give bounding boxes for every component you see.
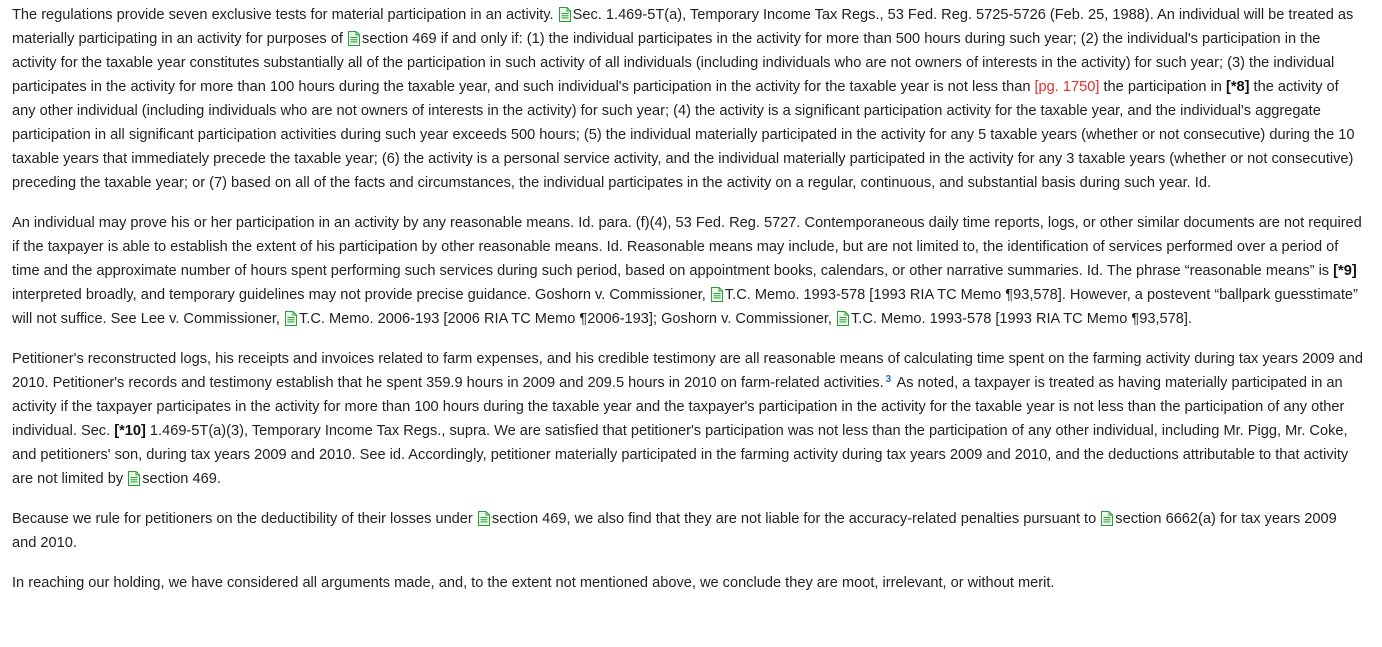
text: 1.469-5T(a)(3), Temporary Income Tax Regs., supra. We are satisfied that petitioner's participation was not less than the participation of any other individual, including Mr. Pigg, Mr. Coke, and petitioners' son, during tax years 2009 and 2010. See id. Accordingly, petitioner materially participated in the farming activity during tax years 2009 and 2010, and the deductions attributable to that activity are not limited by (12, 423, 1349, 487)
text: for tax years 2009 and 2010. (12, 511, 1337, 551)
paragraph-penalties (12, 507, 1364, 555)
citation-link-sec-1469-5t[interactable] (558, 7, 683, 23)
citation-link-label: section 469 (362, 31, 437, 47)
text: , Temporary Income Tax Regs., 53 Fed. Reg. 5725-5726 (Feb. 25, 1988). An individual will be treated as materially participating in an activity for purposes of (12, 7, 1354, 47)
citation-link-section-6662a[interactable] (1100, 511, 1216, 527)
document-link-icon (836, 311, 850, 326)
text: The regulations provide seven exclusive tests for material participation in an activity. (12, 7, 558, 23)
citation-link-tc-memo-2006-193[interactable] (284, 311, 439, 327)
document-link-icon (1100, 511, 1114, 526)
document-link-icon (347, 31, 361, 46)
citation-link-label: section 6662(a) (1115, 511, 1216, 527)
text: [1993 RIA TC Memo ¶93,578]. (991, 311, 1192, 327)
citation-link-tc-memo-1993-578[interactable] (836, 311, 991, 327)
text: As noted, a taxpayer is treated as having materially participated in an activity if the taxpayer participates in the activity for more than 100 hours during the taxable year and the taxpayer's participation in the activity for the taxable year is not less than the participation of any other individual. Sec. (12, 375, 1345, 439)
text: [1993 RIA TC Memo ¶93,578]. However, a postevent “ballpark guesstimate” will not suffice. See Lee v. Commissioner, (12, 287, 1358, 327)
text: In reaching our holding, we have considered all arguments made, and, to the extent not mentioned above, we conclude they are moot, irrelevant, or without merit. (12, 575, 1055, 591)
document-link-icon (477, 511, 491, 526)
paragraph-petitioner-records (12, 347, 1364, 491)
footnote-reference[interactable]: 3 (885, 374, 892, 385)
citation-link-tc-memo-1993-578[interactable] (710, 287, 865, 303)
citation-link-section-469[interactable] (347, 31, 437, 47)
text: the activity of any other individual (including individuals who are not owners of interests in the activity) for such year; (4) the activity is a significant participation activity for the taxable year, and the individual's aggregate participation in all significant participation activities during such year exceeds 500 hours; (5) the individual materially participated in the activity for any 5 taxable years (whether or not consecutive) during the 10 taxable years that immediately precede the taxable year; (6) the activity is a personal service activity, and the individual materially participated in the activity for any 3 taxable years (whether or not consecutive) preceding the taxable year; or (7) based on all of the facts and circumstances, the individual participates in the activity on a regular, continuous, and substantial basis during such year. Id. (12, 79, 1355, 191)
citation-link-label: T.C. Memo. 1993-578 (850, 311, 992, 327)
text: interpreted broadly, and temporary guidelines may not provide precise guidance. Goshorn v. Commissioner, (12, 287, 710, 303)
paragraph-holding (12, 571, 1364, 595)
citation-link-label: section 469 (142, 471, 217, 487)
citation-link-label: T.C. Memo. 2006-193 (299, 311, 440, 327)
document-link-icon (558, 7, 572, 22)
paragraph-material-participation-tests (12, 3, 1364, 195)
text: the participation in (1099, 79, 1226, 95)
star-page-marker: [*9] (1333, 263, 1357, 279)
text: if and only if: (1) the individual participates in the activity for more than 500 hours during such year; (2) the individual's participation in the activity for the taxable year constitutes substantially all of the participation in such activity of all individuals (including individuals who are not owners of interests in the activity) for such year; (3) the individual participates in the activity for more than 100 hours during the taxable year, and such individual's participation in the activity for the taxable year is not less than (12, 31, 1335, 95)
document-link-icon (710, 287, 724, 302)
text: Petitioner's reconstructed logs, his receipts and invoices related to farm expenses, and his credible testimony are all reasonable means of calculating time spent on the farming activity during tax years 2009 and 2010. Petitioner's records and testimony establish that he spent 359.9 hours in 2009 and 209.5 hours in 2010 on farm-related activities. (12, 351, 1363, 391)
page-marker: [pg. 1750] (1034, 79, 1100, 95)
document-link-icon (284, 311, 298, 326)
star-page-marker: [*10] (114, 423, 146, 439)
text: , we also find that they are not liable for the accuracy-related penalties pursuant to (566, 511, 1101, 527)
star-page-marker: [*8] (1225, 79, 1250, 95)
paragraph-reasonable-means (12, 211, 1364, 331)
document-link-icon (127, 471, 141, 486)
text: [2006 RIA TC Memo ¶2006-193]; Goshorn v. Commissioner, (439, 311, 836, 327)
text: . (216, 471, 221, 487)
text: Because we rule for petitioners on the deductibility of their losses under (12, 511, 477, 527)
citation-link-section-469[interactable] (127, 471, 217, 487)
text: An individual may prove his or her participation in an activity by any reasonable means. Id. para. (f)(4), 53 Fed. Reg. 5727. Contemporaneous daily time reports, logs, or other similar documents are not required if the taxpayer is able to establish the extent of his participation by other reasonable means. Id. Reasonable means may include, but are not limited to, the identification of services performed over a period of time and the approximate number of hours spent performing such services during such period, based on appointment books, calendars, or other narrative summaries. Id. The phrase “reasonable means” is (12, 215, 1362, 279)
citation-link-label: section 469 (491, 511, 567, 527)
citation-link-section-469[interactable] (477, 511, 567, 527)
citation-link-label: Sec. 1.469-5T(a) (572, 7, 683, 23)
citation-link-label: T.C. Memo. 1993-578 (724, 287, 866, 303)
